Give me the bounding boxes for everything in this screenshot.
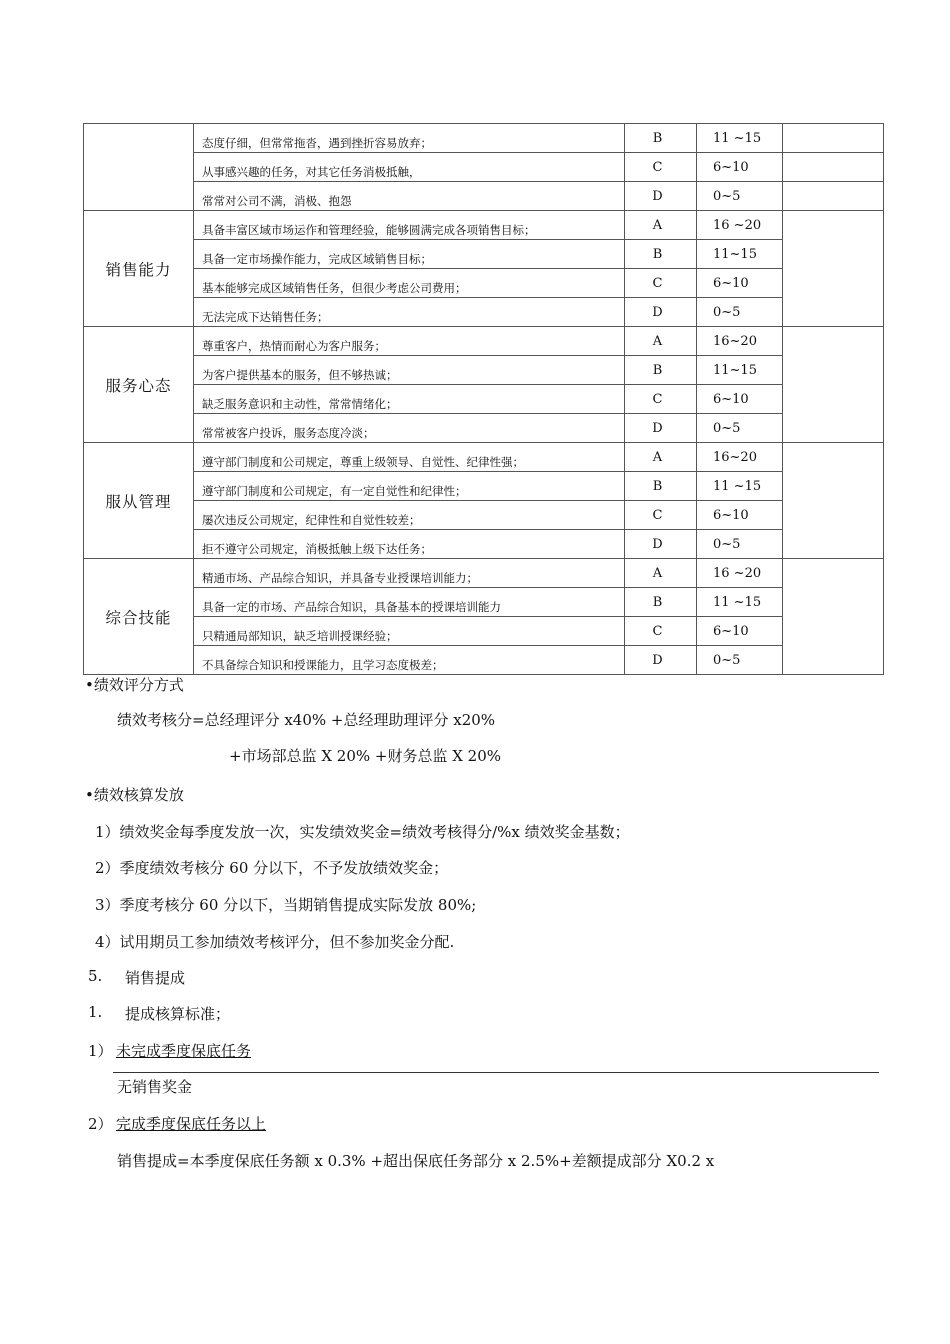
criteria-description: 常常被客户投诉，服务态度冷淡；: [194, 414, 625, 443]
criteria-description: 为客户提供基本的服务，但不够热诚；: [194, 356, 625, 385]
score-range-cell: 11 ~15: [697, 124, 783, 153]
category-cell: [84, 124, 194, 211]
table-row: [84, 298, 884, 327]
criteria-description: 从事感兴趣的任务，对其它任务消极抵触，: [194, 153, 625, 182]
evaluation-table: [83, 123, 884, 675]
score-range-cell: 16 ~20: [697, 211, 783, 240]
table-row: [84, 559, 884, 588]
table-row: [84, 327, 884, 356]
grade-cell: A: [625, 211, 697, 240]
rating-cell: [783, 559, 884, 675]
grade-cell: D: [625, 530, 697, 559]
rating-cell: [783, 124, 884, 153]
score-range-cell: 0~5: [697, 298, 783, 327]
score-range-cell: 16 ~20: [697, 559, 783, 588]
payout-rule-3: 3）季度考核分 60 分以下，当期销售提成实际发放 80%;: [95, 896, 477, 914]
table-row: [84, 182, 884, 211]
score-range-cell: 11 ~15: [697, 588, 783, 617]
item-2-number: 2）: [88, 1115, 113, 1133]
criteria-description: 拒不遵守公司规定，消极抵触上级下达任务；: [194, 530, 625, 559]
criteria-description: 具备一定市场操作能力，完成区域销售目标；: [194, 240, 625, 269]
table-row: [84, 124, 884, 153]
payout-heading: •绩效核算发放: [85, 786, 184, 804]
grade-cell: A: [625, 559, 697, 588]
score-range-cell: 0~5: [697, 646, 783, 675]
grade-cell: B: [625, 356, 697, 385]
grade-cell: B: [625, 240, 697, 269]
item-1-title: 未完成季度保底任务: [116, 1042, 252, 1060]
section-5-title: 销售提成: [125, 969, 186, 987]
item-2-title: 完成季度保底任务以上: [116, 1115, 267, 1133]
grade-cell: C: [625, 153, 697, 182]
item-1-body: 无销售奖金: [117, 1078, 193, 1096]
item-2-body: 销售提成=本季度保底任务额 x 0.3% +超出保底任务部分 x 2.5%+差额提成部分 X0.2 x: [117, 1152, 715, 1170]
rating-cell: [783, 182, 884, 211]
score-range-cell: 6~10: [697, 153, 783, 182]
grade-cell: D: [625, 298, 697, 327]
rating-cell: [783, 327, 884, 443]
score-range-cell: 11~15: [697, 356, 783, 385]
category-cell: 销售能力: [84, 211, 194, 327]
score-range-cell: 11~15: [697, 240, 783, 269]
table-row: [84, 472, 884, 501]
grade-cell: D: [625, 646, 697, 675]
table-row: [84, 385, 884, 414]
table-row: [84, 530, 884, 559]
subsection-1-title: 提成核算标准；: [125, 1005, 231, 1023]
grade-cell: C: [625, 385, 697, 414]
grade-cell: C: [625, 269, 697, 298]
criteria-description: 屡次违反公司规定，纪律性和自觉性较差；: [194, 501, 625, 530]
grade-cell: C: [625, 501, 697, 530]
criteria-description: 无法完成下达销售任务；: [194, 298, 625, 327]
table-row: [84, 443, 884, 472]
criteria-description: 遵守部门制度和公司规定，尊重上级领导、自觉性、纪律性强；: [194, 443, 625, 472]
score-range-cell: 6~10: [697, 501, 783, 530]
payout-rule-2: 2）季度绩效考核分 60 分以下，不予发放绩效奖金；: [95, 859, 449, 877]
grade-cell: B: [625, 588, 697, 617]
score-range-cell: 0~5: [697, 414, 783, 443]
score-range-cell: 0~5: [697, 530, 783, 559]
criteria-description: 态度仔细，但常常拖沓，遇到挫折容易放弃；: [194, 124, 625, 153]
item-1-number: 1）: [88, 1042, 113, 1060]
score-range-cell: 6~10: [697, 617, 783, 646]
rating-cell: [783, 153, 884, 182]
grade-cell: C: [625, 617, 697, 646]
grade-cell: D: [625, 182, 697, 211]
score-range-cell: 6~10: [697, 269, 783, 298]
table-row: [84, 269, 884, 298]
table-row: [84, 617, 884, 646]
score-range-cell: 16~20: [697, 327, 783, 356]
criteria-description: 尊重客户，热情而耐心为客户服务；: [194, 327, 625, 356]
criteria-description: 缺乏服务意识和主动性，常常情绪化；: [194, 385, 625, 414]
table-row: [84, 414, 884, 443]
grade-cell: B: [625, 124, 697, 153]
criteria-description: 遵守部门制度和公司规定，有一定自觉性和纪律性；: [194, 472, 625, 501]
rating-cell: [783, 211, 884, 327]
score-range-cell: 0~5: [697, 182, 783, 211]
divider-line: [113, 1072, 879, 1073]
table-row: [84, 356, 884, 385]
criteria-description: 常常对公司不满，消极、抱怨: [194, 182, 625, 211]
table-row: [84, 501, 884, 530]
criteria-description: 基本能够完成区域销售任务，但很少考虑公司费用；: [194, 269, 625, 298]
criteria-description: 只精通局部知识，缺乏培训授课经验；: [194, 617, 625, 646]
score-range-cell: 6~10: [697, 385, 783, 414]
subsection-1-number: 1.: [88, 1003, 103, 1021]
criteria-description: 具备一定的市场、产品综合知识，具备基本的授课培训能力: [194, 588, 625, 617]
rating-cell: [783, 443, 884, 559]
section-5-number: 5.: [88, 967, 103, 985]
category-cell: 综合技能: [84, 559, 194, 675]
grade-cell: B: [625, 472, 697, 501]
criteria-description: 具备丰富区域市场运作和管理经验，能够圆满完成各项销售目标；: [194, 211, 625, 240]
table-row: [84, 588, 884, 617]
grade-cell: A: [625, 327, 697, 356]
score-formula-line-2: +市场部总监 X 20% +财务总监 X 20%: [229, 747, 502, 765]
table-row: [84, 211, 884, 240]
scoring-method-heading: •绩效评分方式: [85, 676, 184, 694]
table-row: [84, 646, 884, 675]
criteria-description: 不具备综合知识和授课能力，且学习态度极差；: [194, 646, 625, 675]
table-row: [84, 153, 884, 182]
grade-cell: A: [625, 443, 697, 472]
score-formula-line-1: 绩效考核分=总经理评分 x40% +总经理助理评分 x20%: [117, 711, 496, 729]
table-row: [84, 240, 884, 269]
score-range-cell: 11 ~15: [697, 472, 783, 501]
criteria-description: 精通市场、产品综合知识，并具备专业授课培训能力；: [194, 559, 625, 588]
payout-rule-1: 1）绩效奖金每季度发放一次，实发绩效奖金=绩效考核得分/%x 绩效奖金基数；: [95, 823, 630, 841]
category-cell: 服从管理: [84, 443, 194, 559]
score-range-cell: 16~20: [697, 443, 783, 472]
grade-cell: D: [625, 414, 697, 443]
category-cell: 服务心态: [84, 327, 194, 443]
payout-rule-4: 4）试用期员工参加绩效考核评分，但不参加奖金分配.: [95, 933, 455, 951]
